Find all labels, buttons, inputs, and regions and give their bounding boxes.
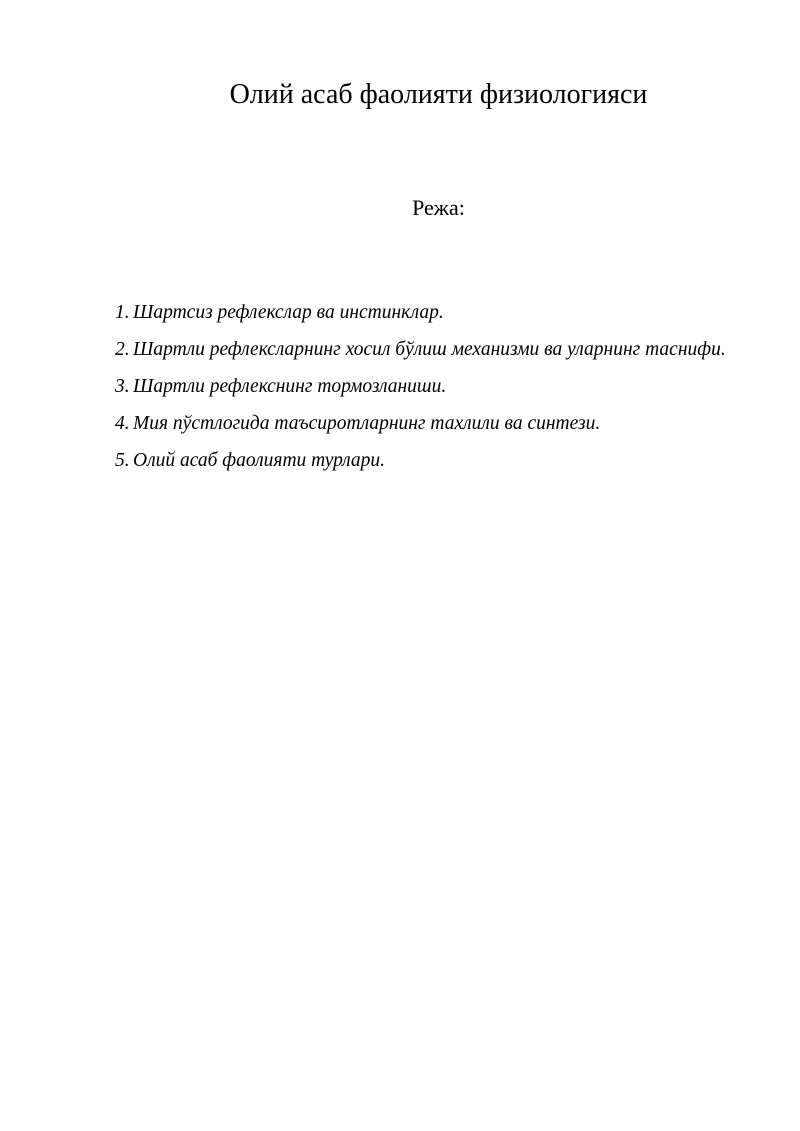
plan-item: [115, 442, 735, 479]
plan-item: [115, 405, 735, 442]
plan-item-text: Шартли рефлексларнинг хосил бўлиш механизми ва уларнинг таснифи.: [133, 339, 726, 360]
plan-list: [115, 294, 735, 479]
plan-item-number: 4.: [115, 413, 130, 434]
document-title: Олий асаб фаолияти физиологияси: [229, 79, 648, 110]
plan-item-text: Шартли рефлекснинг тормозланиши.: [133, 376, 447, 397]
plan-item: [115, 294, 735, 331]
plan-item: [115, 331, 735, 368]
plan-item-number: 1.: [115, 302, 130, 323]
plan-item-number: 5.: [115, 450, 130, 471]
plan-item-number: 3.: [115, 376, 130, 397]
plan-item-number: 2.: [115, 339, 130, 360]
plan-item: [115, 368, 735, 405]
plan-item-text: Шартсиз рефлекслар ва инстинклар.: [133, 302, 444, 323]
plan-item-text: Олий асаб фаолияти турлари.: [133, 450, 386, 471]
plan-item-text: Мия пўстлогида таъсиротларнинг тахлили ва синтези.: [133, 413, 601, 434]
plan-heading: Режа:: [412, 195, 465, 220]
